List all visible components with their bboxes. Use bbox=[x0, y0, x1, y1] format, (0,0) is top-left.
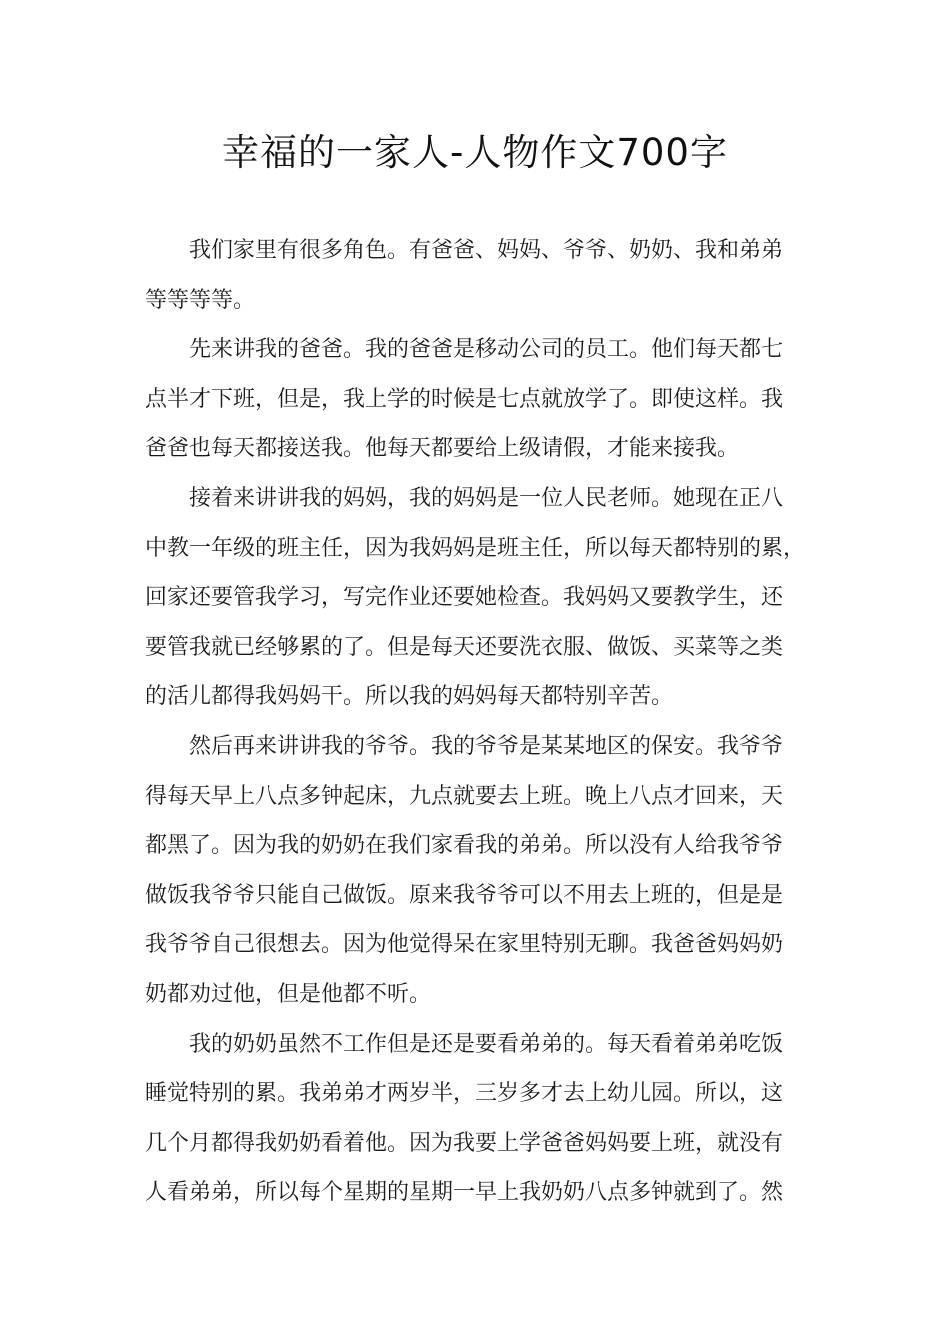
text-line: 然后再来讲讲我的爷爷。我的爷爷是某某地区的保安。我爷爷 bbox=[189, 733, 784, 759]
text-line: 先来讲我的爸爸。我的爸爸是移动公司的员工。他们每天都七 bbox=[189, 337, 784, 363]
text-line: 等等等等。 bbox=[145, 287, 256, 313]
text-line: 回家还要管我学习，写完作业还要她检查。我妈妈又要教学生，还 bbox=[145, 585, 784, 611]
text-line: 的活儿都得我妈妈干。所以我的妈妈每天都特别辛苦。 bbox=[145, 684, 674, 710]
text-line: 做饭我爷爷只能自己做饭。原来我爷爷可以不用去上班的，但是是 bbox=[145, 882, 784, 908]
text-line: 得每天早上八点多钟起床，九点就要去上班。晚上八点才回来，天 bbox=[145, 783, 784, 809]
text-line: 我爷爷自己很想去。因为他觉得呆在家里特别无聊。我爸爸妈妈奶 bbox=[145, 932, 784, 958]
text-line: 爸爸也每天都接送我。他每天都要给上级请假，才能来接我。 bbox=[145, 436, 740, 462]
text-line: 奶都劝过他，但是他都不听。 bbox=[145, 981, 432, 1007]
text-line: 睡觉特别的累。我弟弟才两岁半，三岁多才去上幼儿园。所以，这 bbox=[145, 1081, 784, 1107]
text-line: 几个月都得我奶奶看着他。因为我要上学爸爸妈妈要上班，就没有 bbox=[145, 1130, 784, 1156]
text-line: 我们家里有很多角色。有爸爸、妈妈、爷爷、奶奶、我和弟弟 bbox=[189, 238, 784, 263]
text-line: 我的奶奶虽然不工作但是还是要看弟弟的。每天看着弟弟吃饭 bbox=[189, 1031, 784, 1057]
text-line: 点半才下班，但是，我上学的时候是七点就放学了。即使这样。我 bbox=[145, 386, 784, 412]
text-line: 要管我就已经够累的了。但是每天还要洗衣服、做饭、买菜等之类 bbox=[145, 634, 784, 660]
document-title: 幸福的一家人-人物作文700字 bbox=[222, 131, 728, 174]
text-line: 都黑了。因为我的奶奶在我们家看我的弟弟。所以没有人给我爷爷 bbox=[145, 833, 784, 859]
text-line: 接着来讲讲我的妈妈，我的妈妈是一位人民老师。她现在正八 bbox=[189, 485, 784, 511]
text-line: 中教一年级的班主任，因为我妈妈是班主任，所以每天都特别的累， bbox=[145, 535, 806, 561]
document-body bbox=[145, 226, 810, 1218]
text-line: 人看弟弟，所以每个星期的星期一早上我奶奶八点多钟就到了。然 bbox=[145, 1180, 784, 1206]
